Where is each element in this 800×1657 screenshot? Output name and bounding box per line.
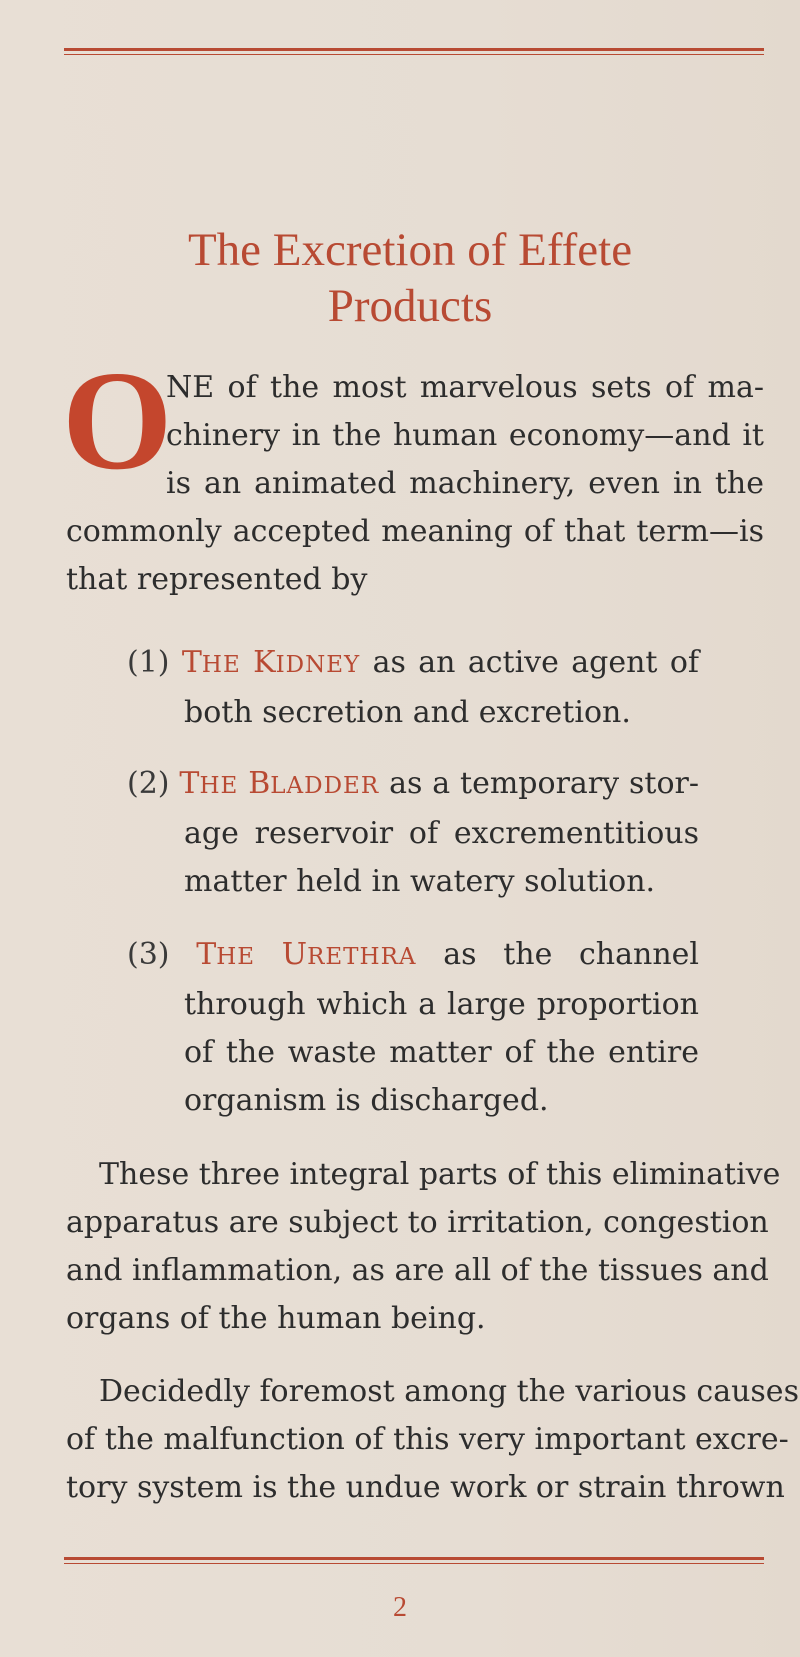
title-line-1: The Excretion of Effete [187, 224, 633, 276]
intro-line: is an animated machinery, even in the [166, 466, 764, 501]
list-item-line: organism is discharged. [184, 1083, 549, 1118]
intro-line: chinery in the human economy—and it [166, 418, 764, 453]
item-name-cap: T [179, 766, 200, 801]
list-item-first-line [127, 931, 699, 981]
item-name-small: IDNEY [275, 652, 361, 678]
item-rest: as the channel [443, 937, 700, 972]
list-item-first-line [127, 760, 699, 810]
bottom-rule [64, 1557, 764, 1564]
list-item-line: age reservoir of excrementitious [184, 816, 699, 851]
paragraph-line: tory system is the undue work or strain thrown [66, 1470, 785, 1505]
item-number: (1) [127, 645, 170, 680]
item-name-small: HE [216, 944, 256, 970]
list-item-line: both secretion and excretion. [184, 695, 631, 730]
list-item-line: of the waste matter of the entire [184, 1035, 699, 1070]
intro-line: NE of the most marvelous sets of ma- [166, 370, 764, 405]
list-item-first-line [127, 639, 699, 689]
paragraph-line: apparatus are subject to irritation, congestion [66, 1205, 769, 1240]
paragraph-line: organs of the human being. [66, 1301, 486, 1336]
item-name-cap: U [281, 937, 308, 972]
item-name-small: LADDER [270, 773, 380, 799]
paragraph-line: and inflammation, as are all of the tissues and [66, 1253, 769, 1288]
list-item-kidney [127, 639, 699, 737]
item-rest: as a temporary stor- [389, 766, 699, 801]
item-rest: as an active agent of [372, 645, 700, 680]
item-name-cap: K [253, 645, 276, 680]
paragraph-line: Decidedly foremost among the various causes [99, 1374, 799, 1409]
page-number: 2 [393, 1592, 407, 1623]
page-title [60, 222, 760, 334]
top-rule [64, 48, 764, 55]
list-item-line: through which a large proportion [184, 987, 699, 1022]
list-item-urethra [127, 931, 699, 1125]
paragraph-integral-parts [66, 1151, 781, 1343]
list-item-line: matter held in watery solution. [184, 864, 656, 899]
list-item-bladder [127, 760, 699, 906]
intro-line: commonly accepted meaning of that term—is [66, 514, 764, 549]
item-name-cap: T [181, 645, 202, 680]
item-name-small: HE [201, 652, 241, 678]
title-line-2: Products [327, 280, 493, 332]
intro-line: that represented by [66, 562, 368, 597]
paragraph-causes [66, 1368, 799, 1512]
item-name-cap: B [248, 766, 271, 801]
item-name-cap: T [196, 937, 217, 972]
paragraph-line: of the malfunction of this very important excre- [66, 1422, 789, 1457]
item-number: (2) [127, 766, 170, 801]
intro-paragraph [66, 364, 764, 604]
drop-cap: O [62, 341, 173, 499]
item-name-small: RETHRA [307, 944, 417, 970]
paragraph-line: These three integral parts of this eliminative [99, 1157, 781, 1192]
item-number: (3) [127, 937, 170, 972]
item-name-small: HE [199, 773, 239, 799]
